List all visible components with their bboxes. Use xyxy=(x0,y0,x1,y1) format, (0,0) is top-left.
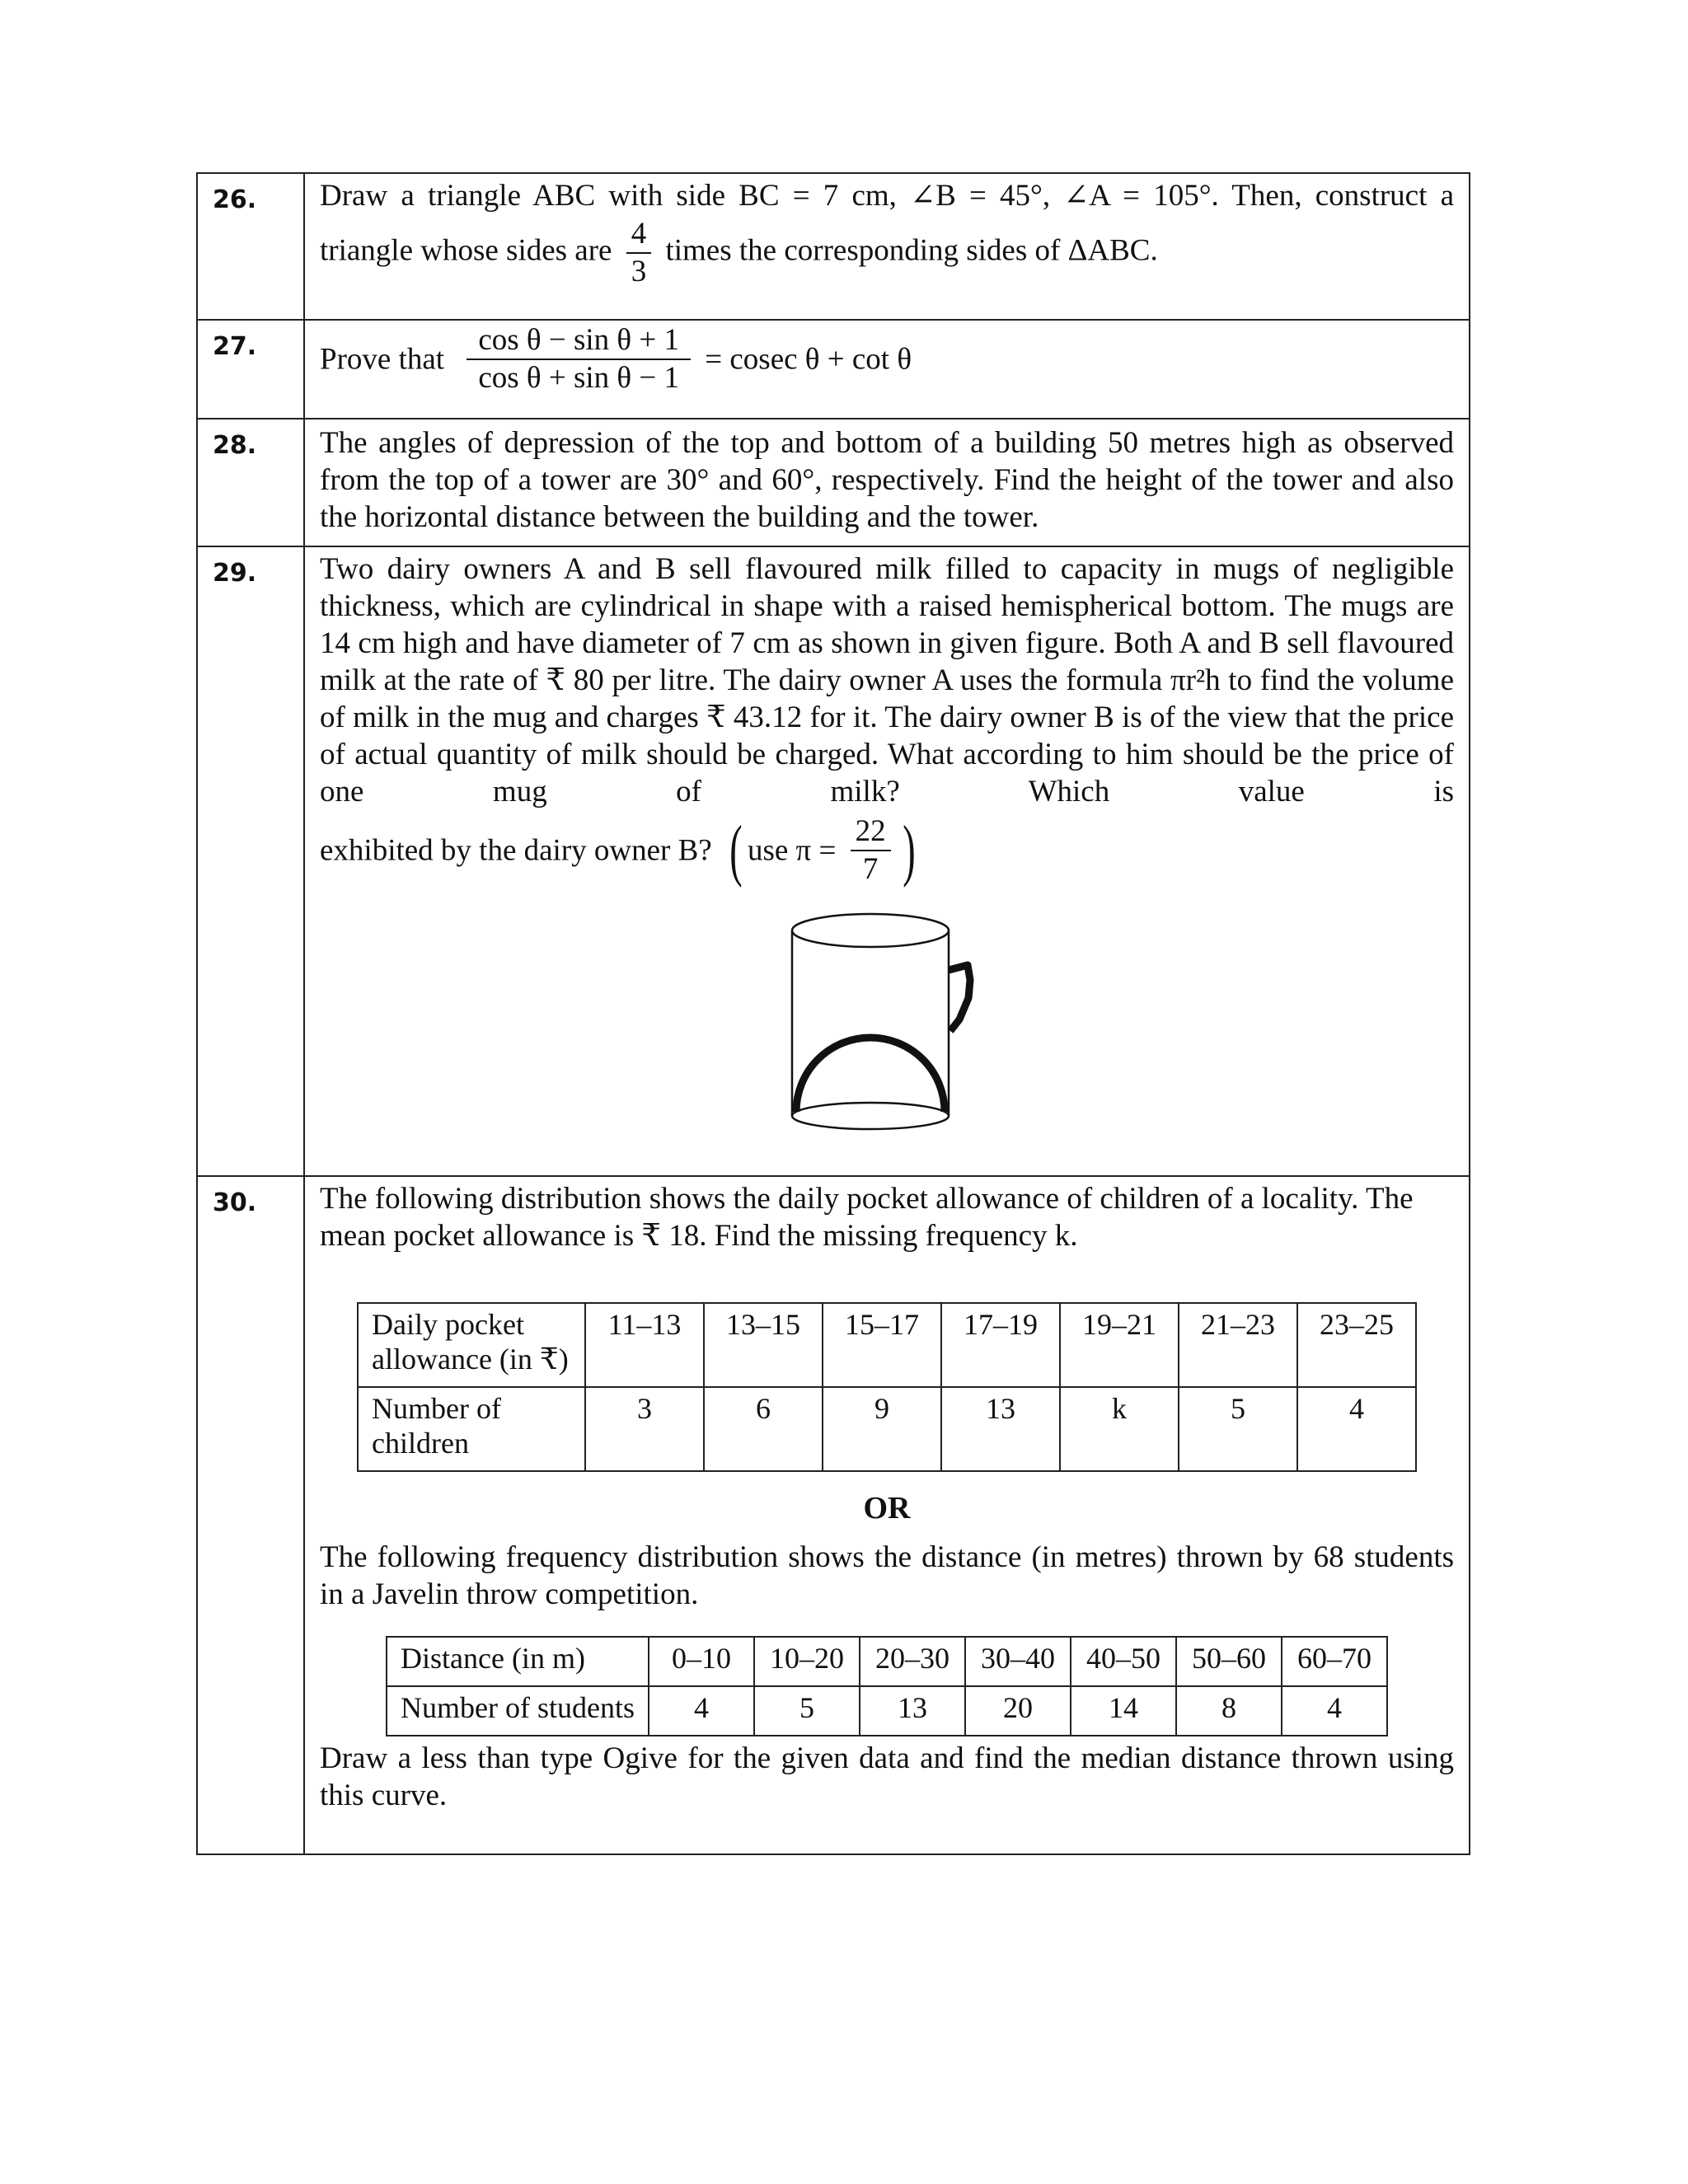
class-interval-cell: 10–20 xyxy=(754,1637,860,1686)
frequency-cell: 6 xyxy=(704,1387,823,1471)
fraction-denominator: 7 xyxy=(862,852,879,886)
question-26-row xyxy=(197,173,1470,320)
question-29-body xyxy=(304,546,1470,1176)
fraction-denominator: 3 xyxy=(631,255,647,288)
class-interval-cell: 30–40 xyxy=(965,1637,1071,1686)
q29-text: Two dairy owners A and B sell flavoured milk filled to capacity in mugs of negligible thickness, which are cylindrical in shape with a raised hemispherical bottom. The mugs are 14 cm high and have diameter of 7 cm as shown in given figure. Both A and B sell flavoured milk at the rate of ₹ 80 per litre. The dairy owner A uses the formula πr²h to find the volume of milk in the mug and charges ₹ 43.12 for it. The dairy owner B is of the view that the price of actual quantity of milk should be charged. What according to him should be the price of one mug of milk? Which value is xyxy=(320,552,1454,808)
mug-top-rim xyxy=(792,914,949,947)
frequency-cell: 20 xyxy=(965,1686,1071,1736)
frequency-cell: 9 xyxy=(823,1387,941,1471)
fraction-numerator: cos θ − sin θ + 1 xyxy=(467,322,691,360)
use-pi-text: use π = xyxy=(747,833,837,868)
class-interval-cell: 40–50 xyxy=(1071,1637,1176,1686)
table-header-cell: Distance (in m) xyxy=(387,1637,649,1686)
class-interval-cell: 23–25 xyxy=(1297,1303,1416,1387)
fraction xyxy=(626,216,652,290)
frequency-cell: 3 xyxy=(585,1387,704,1471)
mug-handle xyxy=(949,965,970,1031)
question-number: 29. xyxy=(197,546,304,1176)
q26-text-before: triangle whose sides are xyxy=(320,233,612,268)
q29-last-text: exhibited by the dairy owner B? xyxy=(320,833,712,868)
q30-alt-text: The following frequency distribution shows the distance (in metres) thrown by 68 students in a Javelin throw competition. xyxy=(320,1540,1454,1611)
q27-rhs: = cosec θ + cot θ xyxy=(705,342,912,377)
q27-prefix: Prove that xyxy=(320,342,445,377)
mug-hemisphere-bottom xyxy=(796,1038,945,1112)
mug-bottom-rim xyxy=(792,1103,949,1129)
q26-line2 xyxy=(320,216,1454,290)
frequency-cell: 13 xyxy=(860,1686,965,1736)
fraction-denominator: cos θ + sin θ − 1 xyxy=(478,361,679,395)
class-interval-cell: 20–30 xyxy=(860,1637,965,1686)
class-interval-cell: 11–13 xyxy=(585,1303,704,1387)
or-separator: OR xyxy=(863,1491,911,1526)
question-29-row xyxy=(197,546,1470,1176)
fraction xyxy=(851,813,891,888)
table-header-cell: Number of children xyxy=(358,1387,585,1471)
right-paren: ) xyxy=(902,812,916,888)
class-interval-cell: 15–17 xyxy=(823,1303,941,1387)
question-28-row xyxy=(197,419,1470,546)
frequency-cell: 14 xyxy=(1071,1686,1176,1736)
question-28-body: The angles of depression of the top and bottom of a building 50 metres high as observed from the top of a tower are 30° and 60°, respectively. Find the height of the tower and also the horizontal distance between the building and the tower. xyxy=(304,419,1470,546)
q26-line1: Draw a triangle ABC with side BC = 7 cm, ∠B = 45°, ∠A = 105°. Then, construct a xyxy=(320,179,1454,213)
mug-illustration xyxy=(771,906,1002,1137)
q29-last-line xyxy=(320,813,1454,888)
question-30-row xyxy=(197,1176,1470,1854)
question-27-body xyxy=(304,320,1470,419)
question-sheet xyxy=(196,172,1470,1855)
frequency-cell: k xyxy=(1060,1387,1179,1471)
frequency-cell: 5 xyxy=(754,1686,860,1736)
class-interval-cell: 13–15 xyxy=(704,1303,823,1387)
class-interval-cell: 50–60 xyxy=(1176,1637,1282,1686)
q26-text-after: times the corresponding sides of ΔABC. xyxy=(665,233,1158,268)
question-26-body xyxy=(304,173,1470,320)
class-interval-cell: 60–70 xyxy=(1282,1637,1387,1686)
question-30-body xyxy=(304,1176,1470,1854)
left-paren: ( xyxy=(729,812,743,888)
question-number: 26. xyxy=(197,173,304,320)
table-row xyxy=(387,1637,1387,1686)
pocket-allowance-table xyxy=(357,1302,1417,1472)
question-number: 27. xyxy=(197,320,304,419)
frequency-cell: 13 xyxy=(941,1387,1060,1471)
frequency-cell: 4 xyxy=(1282,1686,1387,1736)
table-row xyxy=(387,1686,1387,1736)
table-header-cell: Number of students xyxy=(387,1686,649,1736)
question-number: 28. xyxy=(197,419,304,546)
fraction xyxy=(467,322,691,396)
frequency-cell: 4 xyxy=(1297,1387,1416,1471)
question-number: 30. xyxy=(197,1176,304,1854)
table-row xyxy=(358,1387,1416,1471)
fraction-numerator: 4 xyxy=(626,216,652,254)
frequency-cell: 4 xyxy=(649,1686,754,1736)
class-interval-cell: 21–23 xyxy=(1179,1303,1297,1387)
fraction-numerator: 22 xyxy=(851,813,891,851)
frequency-cell: 8 xyxy=(1176,1686,1282,1736)
class-interval-cell: 19–21 xyxy=(1060,1303,1179,1387)
table-header-cell: Daily pocket allowance (in ₹) xyxy=(358,1303,585,1387)
question-27-row xyxy=(197,320,1470,419)
q30-final-text: Draw a less than type Ogive for the given data and find the median distance thrown using this curve. xyxy=(320,1741,1454,1812)
class-interval-cell: 17–19 xyxy=(941,1303,1060,1387)
frequency-cell: 5 xyxy=(1179,1387,1297,1471)
javelin-distance-table xyxy=(386,1636,1388,1736)
mug-figure xyxy=(320,906,1454,1146)
table-row xyxy=(358,1303,1416,1387)
q30-text: The following distribution shows the daily pocket allowance of children of a locality. The mean pocket allowance is ₹ 18. Find the missing frequency k. xyxy=(320,1182,1414,1253)
class-interval-cell: 0–10 xyxy=(649,1637,754,1686)
